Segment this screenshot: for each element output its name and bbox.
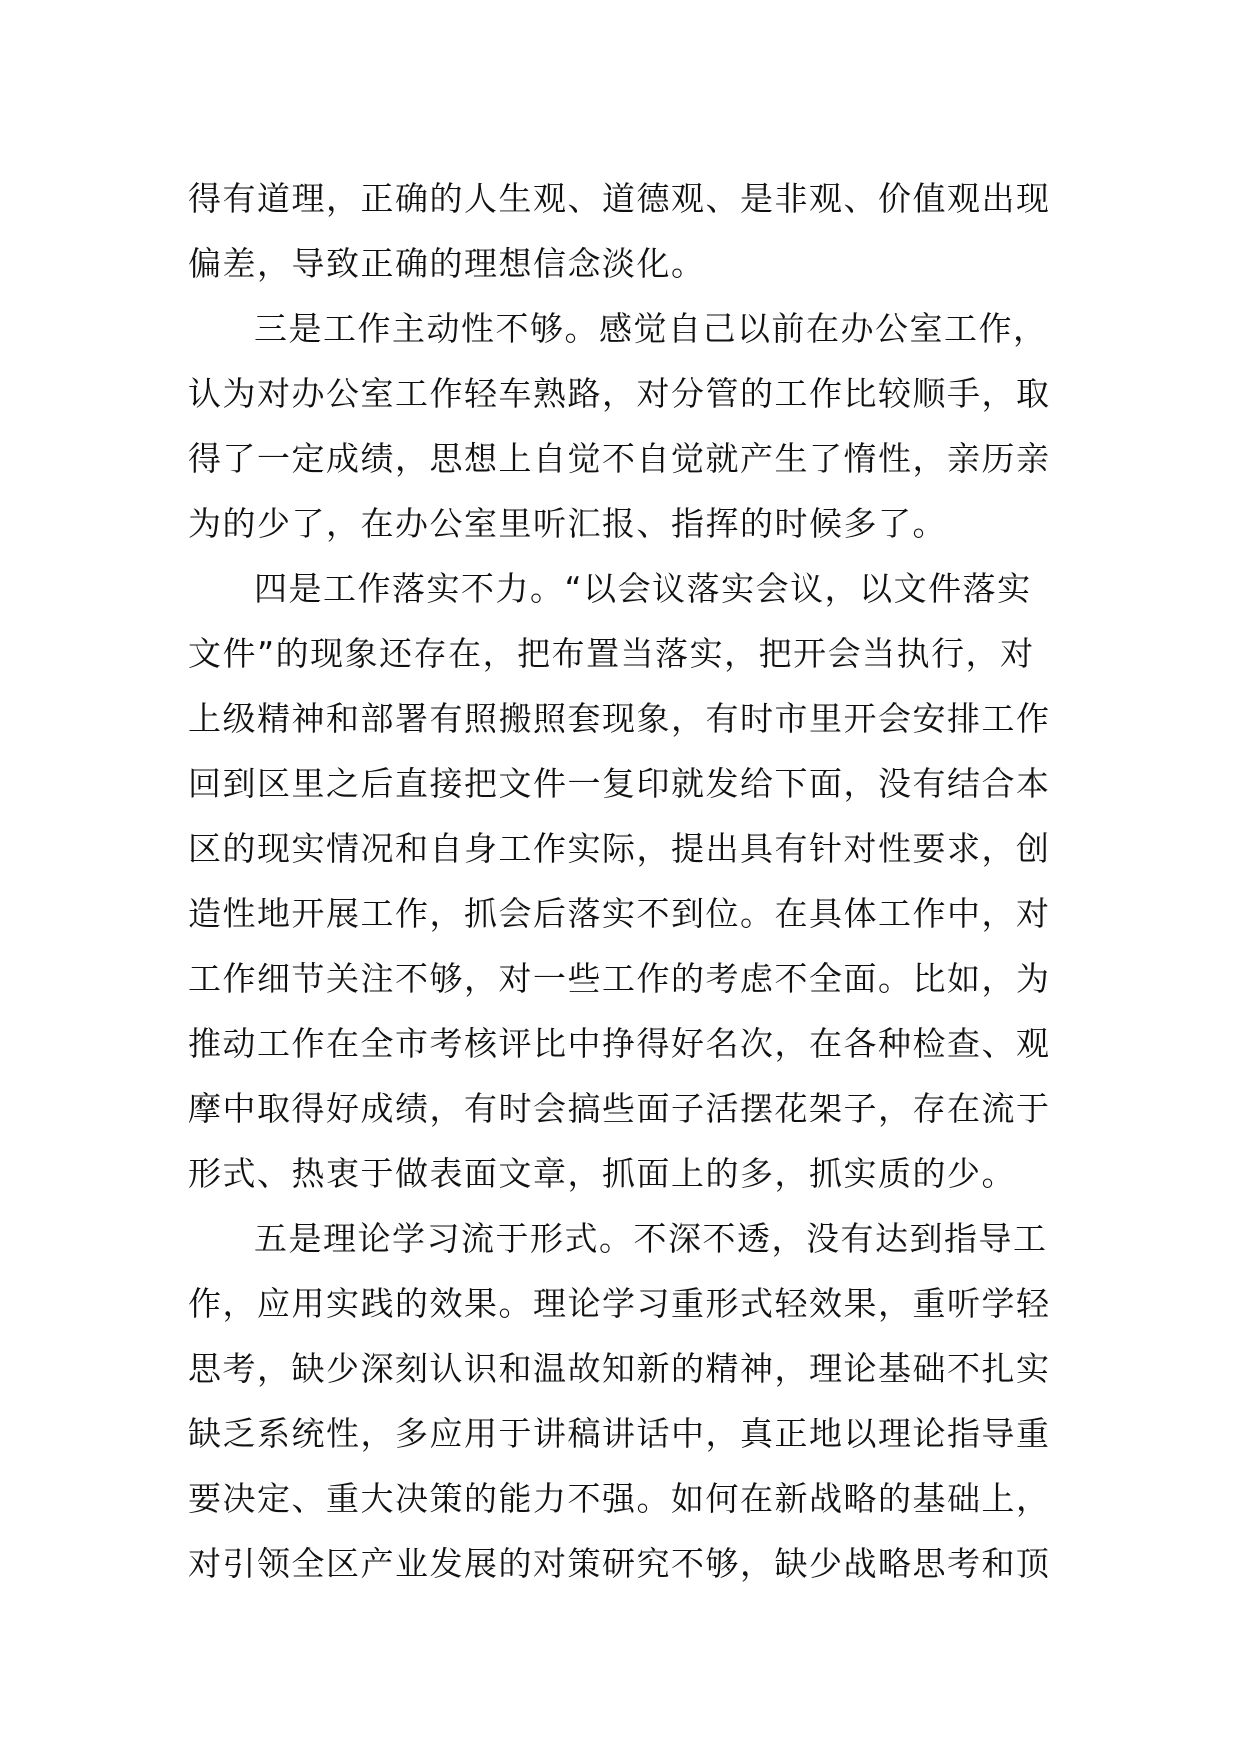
text-line: 得有道理，正确的人生观、道德观、是非观、价值观出现 — [188, 179, 1051, 218]
text-line: 形式、热衷于做表面文章，抓面上的多，抓实质的少。 — [188, 1154, 1016, 1193]
text-line: 对引领全区产业发展的对策研究不够，缺少战略思考和顶 — [188, 1544, 1051, 1583]
text-line: 推动工作在全市考核评比中挣得好名次，在各种检查、观 — [188, 1024, 1051, 1063]
paragraph-start-line: 三是工作主动性不够。感觉自己以前在办公室工作， — [254, 309, 1048, 348]
paragraph-start-line: 四是工作落实不力。“以会议落实会议，以文件落实 — [254, 569, 1032, 608]
text-line: 作，应用实践的效果。理论学习重形式轻效果，重听学轻 — [188, 1284, 1051, 1323]
text-line: 偏差，导致正确的理想信念淡化。 — [188, 244, 706, 283]
text-line: 思考，缺少深刻认识和温故知新的精神，理论基础不扎实 — [188, 1349, 1051, 1388]
text-line: 摩中取得好成绩，有时会搞些面子活摆花架子，存在流于 — [188, 1089, 1051, 1128]
text-line: 得了一定成绩，思想上自觉不自觉就产生了惰性，亲历亲 — [188, 439, 1051, 478]
text-line: 上级精神和部署有照搬照套现象，有时市里开会安排工作 — [188, 699, 1051, 738]
text-line: 文件”的现象还存在，把布置当落实，把开会当执行，对 — [188, 634, 1035, 673]
text-line: 认为对办公室工作轻车熟路，对分管的工作比较顺手，取 — [188, 374, 1051, 413]
paragraph-start-line: 五是理论学习流于形式。不深不透，没有达到指导工 — [254, 1219, 1048, 1258]
document-body — [188, 166, 1068, 1596]
text-line: 区的现实情况和自身工作实际，提出具有针对性要求，创 — [188, 829, 1051, 868]
text-line: 回到区里之后直接把文件一复印就发给下面，没有结合本 — [188, 764, 1051, 803]
text-line: 造性地开展工作，抓会后落实不到位。在具体工作中，对 — [188, 894, 1051, 933]
text-line: 为的少了，在办公室里听汇报、指挥的时候多了。 — [188, 504, 947, 543]
text-line: 要决定、重大决策的能力不强。如何在新战略的基础上， — [188, 1479, 1051, 1518]
text-line: 工作细节关注不够，对一些工作的考虑不全面。比如，为 — [188, 959, 1051, 998]
text-line: 缺乏系统性，多应用于讲稿讲话中，真正地以理论指导重 — [188, 1414, 1051, 1453]
